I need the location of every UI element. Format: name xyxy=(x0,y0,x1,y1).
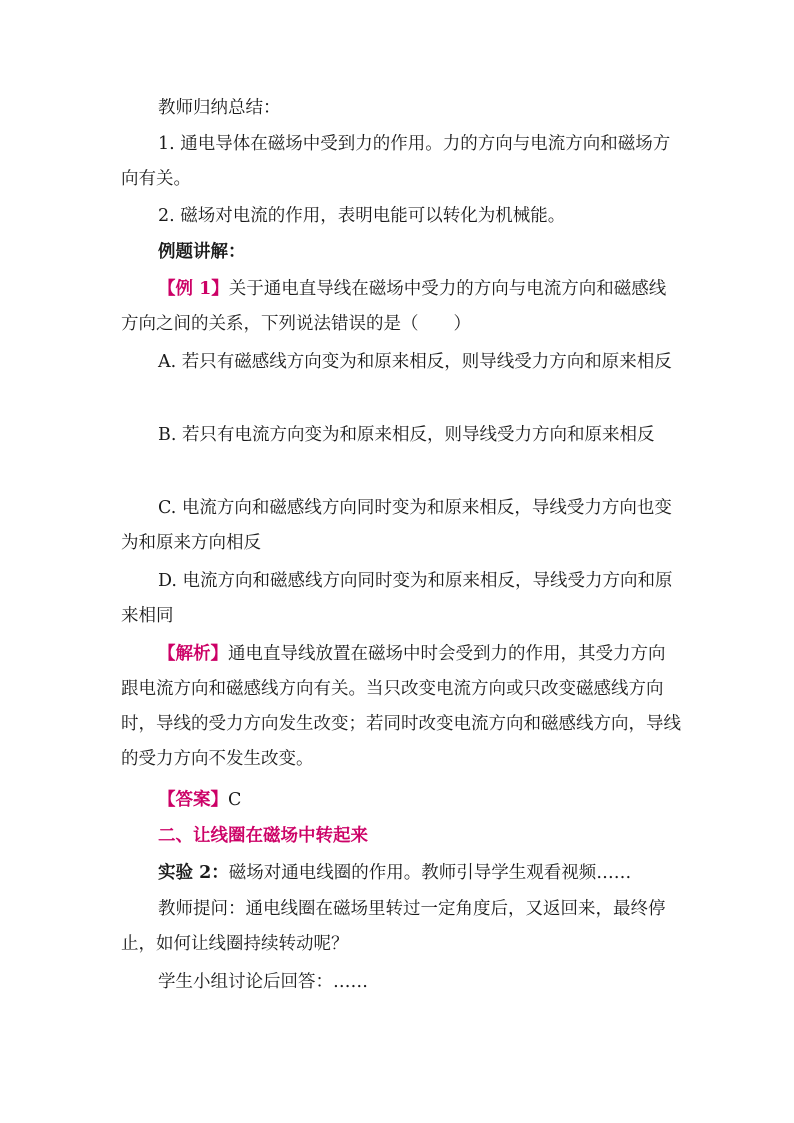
option-c: C. 电流方向和磁感线方向同时变为和原来相反，导线受力方向也变为和原来方向相反 xyxy=(121,498,672,553)
analysis-tag: 【解析】 xyxy=(158,644,228,664)
answer-tag: 【答案】 xyxy=(158,790,228,810)
analysis-paragraph xyxy=(121,637,681,777)
option-d: D. 电流方向和磁感线方向同时变为和原来相反，导线受力方向和原来相同 xyxy=(121,571,673,626)
example-1-question xyxy=(121,272,681,342)
option-a: A. 若只有磁感线方向变为和原来相反，则导线受力方向和原来相反 xyxy=(158,352,672,372)
summary-point-1: 1. 通电导体在磁场中受到力的作用。力的方向与电流方向和磁场方向有关。 xyxy=(121,134,671,189)
summary-point-2: 2. 磁场对电流的作用，表明电能可以转化为机械能。 xyxy=(158,206,566,226)
example-1-tag: 【例 1】 xyxy=(158,279,229,299)
section-2-heading: 二、让线圈在磁场中转起来 xyxy=(158,826,368,846)
student-answer: 学生小组讨论后回答：…… xyxy=(158,972,368,992)
experiment-2-label: 实验 2： xyxy=(158,863,229,883)
option-b: B. 若只有电流方向变为和原来相反，则导线受力方向和原来相反 xyxy=(158,425,655,445)
experiment-2-text: 磁场对通电线圈的作用。教师引导学生观看视频…… xyxy=(228,863,632,883)
example-1-question-text: 关于通电直导线在磁场中受力的方向与电流方向和磁感线方向之间的关系，下列说法错误的是（ ） xyxy=(121,279,667,334)
summary-heading: 教师归纳总结： xyxy=(158,98,281,118)
analysis-text: 通电直导线放置在磁场中时会受到力的作用，其受力方向跟电流方向和磁感线方向有关。当只改变电流方向或只改变磁感线方向时，导线的受力方向发生改变；若同时改变电流方向和磁感线方向，导线的受力方向不发生改变。 xyxy=(121,644,681,769)
answer-value: C xyxy=(228,790,242,810)
example-heading: 例题讲解： xyxy=(158,242,246,262)
teacher-question: 教师提问：通电线圈在磁场里转过一定角度后，又返回来，最终停止，如何让线圈持续转动呢？ xyxy=(121,899,666,954)
experiment-2 xyxy=(121,856,681,891)
answer-line xyxy=(121,783,681,818)
